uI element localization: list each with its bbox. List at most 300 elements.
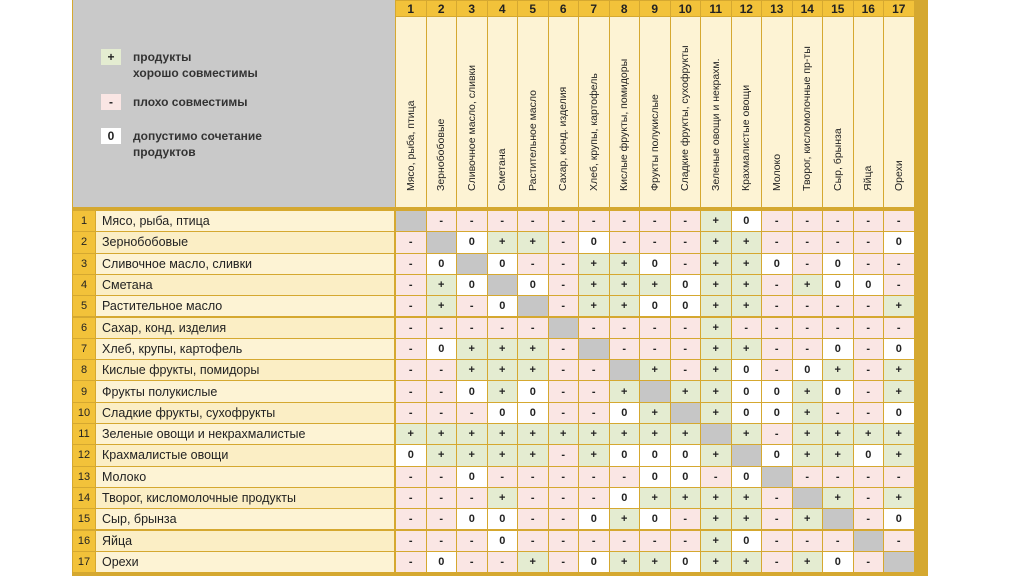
table-cell: - <box>762 339 792 359</box>
row-label: Орехи <box>96 552 394 572</box>
table-cell: - <box>762 318 792 338</box>
table-cell: - <box>823 467 853 487</box>
column-header-text: Растительное масло <box>526 90 539 191</box>
table-cell: - <box>396 381 426 401</box>
row-number: 2 <box>73 232 95 252</box>
row-number: 17 <box>73 552 95 572</box>
table-cell: - <box>793 296 823 316</box>
column-number: 1 <box>396 1 426 16</box>
table-cell: - <box>457 403 487 423</box>
row-number: 4 <box>73 275 95 295</box>
table-cell: - <box>671 509 701 529</box>
column-number: 3 <box>457 1 487 16</box>
row-label: Зернобобовые <box>96 232 394 252</box>
table-cell: + <box>732 552 762 572</box>
table-cell: + <box>579 254 609 274</box>
legend-text-acceptable: допустимо сочетание продуктов <box>133 129 262 159</box>
table-cell: - <box>762 424 792 444</box>
table-cell: 0 <box>884 339 914 359</box>
table-cell: + <box>732 339 762 359</box>
table-cell: 0 <box>488 531 518 551</box>
table-cell: 0 <box>427 254 457 274</box>
table-cell: + <box>671 488 701 508</box>
table-cell: + <box>701 488 731 508</box>
table-cell: - <box>762 296 792 316</box>
table-cell: - <box>854 211 884 231</box>
table-cell <box>671 403 701 423</box>
table-cell: - <box>640 531 670 551</box>
table-cell: + <box>518 445 548 465</box>
table-cell: - <box>549 232 579 252</box>
row-label: Сливочное масло, сливки <box>96 254 394 274</box>
row-label: Творог, кисломолочные продукты <box>96 488 394 508</box>
table-cell: + <box>610 275 640 295</box>
table-cell: 0 <box>640 254 670 274</box>
table-cell: - <box>396 318 426 338</box>
table-cell: + <box>671 381 701 401</box>
table-cell: + <box>518 360 548 380</box>
table-cell: + <box>488 339 518 359</box>
table-cell: - <box>518 509 548 529</box>
table-cell: - <box>579 467 609 487</box>
table-cell: - <box>579 403 609 423</box>
table-cell: + <box>671 424 701 444</box>
table-cell: - <box>762 360 792 380</box>
table-cell: + <box>701 318 731 338</box>
table-cell: 0 <box>823 552 853 572</box>
table-cell: + <box>732 232 762 252</box>
table-cell: + <box>884 445 914 465</box>
table-cell: - <box>793 318 823 338</box>
table-cell: + <box>701 403 731 423</box>
table-cell: 0 <box>518 403 548 423</box>
table-cell: - <box>488 318 518 338</box>
table-cell: 0 <box>854 275 884 295</box>
table-cell: 0 <box>732 467 762 487</box>
column-number: 6 <box>549 1 579 16</box>
row-label: Крахмалистые овощи <box>96 445 394 465</box>
table-cell: - <box>793 254 823 274</box>
table-cell <box>640 381 670 401</box>
row-label: Фрукты полукислые <box>96 381 394 401</box>
table-cell: - <box>854 318 884 338</box>
table-cell: 0 <box>610 488 640 508</box>
table-cell <box>762 467 792 487</box>
table-cell: - <box>427 360 457 380</box>
row-number: 7 <box>73 339 95 359</box>
table-cell: + <box>884 296 914 316</box>
table-cell: - <box>396 254 426 274</box>
table-cell: - <box>854 552 884 572</box>
table-cell: - <box>427 509 457 529</box>
table-cell: + <box>396 424 426 444</box>
table-cell: 0 <box>732 211 762 231</box>
table-cell: 0 <box>518 381 548 401</box>
table-cell <box>732 445 762 465</box>
table-cell: + <box>457 339 487 359</box>
table-cell: + <box>518 552 548 572</box>
table-cell: + <box>701 509 731 529</box>
column-header <box>549 17 579 207</box>
row-label: Зеленые овощи и некрахмалистые <box>96 424 394 444</box>
table-cell: 0 <box>854 445 884 465</box>
table-cell: + <box>457 424 487 444</box>
table-cell: + <box>884 381 914 401</box>
column-number: 12 <box>732 1 762 16</box>
column-header <box>610 17 640 207</box>
table-cell: - <box>884 531 914 551</box>
row-label: Сыр, брынза <box>96 509 394 529</box>
column-header-text: Зеленые овощи и некрахм. <box>709 58 722 191</box>
table-cell: + <box>457 360 487 380</box>
column-header <box>732 17 762 207</box>
table-cell: - <box>854 488 884 508</box>
column-header <box>701 17 731 207</box>
table-cell: + <box>640 275 670 295</box>
table-cell: - <box>427 403 457 423</box>
table-cell: 0 <box>457 275 487 295</box>
table-cell: - <box>427 531 457 551</box>
table-cell: + <box>793 403 823 423</box>
table-cell: - <box>823 211 853 231</box>
table-cell: - <box>640 318 670 338</box>
table-cell: + <box>518 339 548 359</box>
table-cell: 0 <box>762 254 792 274</box>
table-cell: - <box>671 360 701 380</box>
table-cell: - <box>549 339 579 359</box>
table-cell: + <box>640 360 670 380</box>
table-cell: - <box>518 211 548 231</box>
row-label: Сахар, конд. изделия <box>96 318 394 338</box>
table-cell: 0 <box>640 445 670 465</box>
table-cell: - <box>762 488 792 508</box>
column-header-text: Сахар, конд. изделия <box>557 86 570 191</box>
column-header-text: Кислые фрукты, помидоры <box>618 58 631 191</box>
table-cell: 0 <box>762 445 792 465</box>
table-cell: 0 <box>823 381 853 401</box>
table-cell: - <box>671 339 701 359</box>
table-cell: 0 <box>640 467 670 487</box>
table-cell: + <box>854 424 884 444</box>
table-cell: - <box>518 254 548 274</box>
table-cell: + <box>610 509 640 529</box>
column-header-text: Зернобобовые <box>435 118 448 191</box>
table-cell: + <box>488 424 518 444</box>
row-label: Мясо, рыба, птица <box>96 211 394 231</box>
table-cell: - <box>396 488 426 508</box>
table-cell: + <box>793 424 823 444</box>
table-cell: + <box>640 488 670 508</box>
table-cell: - <box>457 552 487 572</box>
column-number: 4 <box>488 1 518 16</box>
table-cell: 0 <box>640 509 670 529</box>
table-cell: 0 <box>732 531 762 551</box>
table-cell: - <box>579 488 609 508</box>
table-cell: + <box>701 445 731 465</box>
column-header <box>518 17 548 207</box>
table-cell: + <box>488 232 518 252</box>
column-number: 13 <box>762 1 792 16</box>
table-cell: - <box>762 552 792 572</box>
table-cell: + <box>427 296 457 316</box>
table-cell: - <box>762 275 792 295</box>
row-label: Кислые фрукты, помидоры <box>96 360 394 380</box>
table-cell: + <box>701 211 731 231</box>
table-cell: + <box>732 254 762 274</box>
table-cell: - <box>457 211 487 231</box>
row-label: Сладкие фрукты, сухофрукты <box>96 403 394 423</box>
table-cell: - <box>549 254 579 274</box>
table-cell: - <box>823 403 853 423</box>
table-cell: + <box>823 445 853 465</box>
row-number: 8 <box>73 360 95 380</box>
table-cell: - <box>427 488 457 508</box>
table-cell <box>884 552 914 572</box>
table-cell: - <box>518 467 548 487</box>
table-cell: + <box>701 552 731 572</box>
table-cell: + <box>793 509 823 529</box>
column-header-text: Орехи <box>892 160 905 191</box>
column-number: 14 <box>793 1 823 16</box>
row-label: Сметана <box>96 275 394 295</box>
row-number: 1 <box>73 211 95 231</box>
column-header <box>823 17 853 207</box>
table-cell <box>427 232 457 252</box>
table-cell: - <box>671 232 701 252</box>
table-cell <box>610 360 640 380</box>
table-cell: - <box>457 318 487 338</box>
column-header-text: Творог, кисломолочные пр-ты <box>801 46 814 191</box>
table-cell: - <box>549 509 579 529</box>
table-cell: + <box>701 296 731 316</box>
table-cell: + <box>488 445 518 465</box>
table-cell: + <box>427 424 457 444</box>
table-cell: - <box>549 275 579 295</box>
table-cell: - <box>549 552 579 572</box>
table-cell: + <box>610 296 640 316</box>
table-cell: 0 <box>671 296 701 316</box>
table-cell: - <box>549 403 579 423</box>
table-cell: + <box>640 403 670 423</box>
table-cell: 0 <box>488 509 518 529</box>
column-header-text: Хлеб, крупы, картофель <box>587 73 600 191</box>
table-cell: 0 <box>671 467 701 487</box>
table-cell: 0 <box>823 254 853 274</box>
table-cell: 0 <box>732 381 762 401</box>
legend-item-bad <box>101 94 247 110</box>
column-header-text: Яйца <box>862 165 875 191</box>
row-number: 12 <box>73 445 95 465</box>
table-cell: + <box>640 552 670 572</box>
table-cell: - <box>396 531 426 551</box>
table-cell: + <box>793 552 823 572</box>
table-cell: 0 <box>427 552 457 572</box>
table-cell: - <box>488 211 518 231</box>
table-cell: 0 <box>579 509 609 529</box>
row-number: 9 <box>73 381 95 401</box>
column-header <box>488 17 518 207</box>
table-cell: - <box>793 232 823 252</box>
column-header-text: Молоко <box>770 153 783 191</box>
column-header <box>762 17 792 207</box>
table-cell: - <box>823 232 853 252</box>
table-cell: + <box>427 275 457 295</box>
table-cell: 0 <box>884 509 914 529</box>
table-cell: - <box>823 531 853 551</box>
table-cell <box>579 339 609 359</box>
table-cell: - <box>854 467 884 487</box>
table-cell: - <box>396 552 426 572</box>
column-header-text: Сыр, брынза <box>831 128 844 191</box>
table-cell: - <box>549 531 579 551</box>
table-cell: - <box>427 381 457 401</box>
table-cell: - <box>610 211 640 231</box>
legend-item-good <box>101 49 258 81</box>
table-cell: 0 <box>884 403 914 423</box>
table-cell: - <box>884 467 914 487</box>
table-cell: - <box>823 296 853 316</box>
table-cell: 0 <box>671 552 701 572</box>
table-cell: - <box>884 275 914 295</box>
table-cell: - <box>579 381 609 401</box>
table-cell: + <box>793 381 823 401</box>
column-header <box>396 17 426 207</box>
table-cell: - <box>396 360 426 380</box>
table-cell <box>793 488 823 508</box>
table-cell: + <box>579 275 609 295</box>
row-number: 6 <box>73 318 95 338</box>
table-cell: - <box>396 275 426 295</box>
table-cell <box>854 531 884 551</box>
table-cell: - <box>396 296 426 316</box>
table-cell: - <box>671 318 701 338</box>
table-cell: - <box>854 509 884 529</box>
legend-text-good: продукты хорошо совместимы <box>133 50 258 80</box>
column-header <box>640 17 670 207</box>
table-cell: - <box>610 232 640 252</box>
column-header-text: Сливочное масло, сливки <box>465 64 478 191</box>
table-cell: - <box>793 467 823 487</box>
table-cell: + <box>488 381 518 401</box>
table-cell: - <box>762 531 792 551</box>
column-number: 2 <box>427 1 457 16</box>
table-cell: 0 <box>518 275 548 295</box>
table-cell: - <box>854 339 884 359</box>
table-cell: 0 <box>488 296 518 316</box>
table-cell: - <box>884 211 914 231</box>
table-cell: - <box>579 318 609 338</box>
table-cell: + <box>488 488 518 508</box>
table-cell: 0 <box>732 360 762 380</box>
table-cell: - <box>457 531 487 551</box>
column-number: 5 <box>518 1 548 16</box>
table-cell: - <box>823 318 853 338</box>
table-cell: - <box>610 531 640 551</box>
table-cell <box>701 424 731 444</box>
table-cell: - <box>671 531 701 551</box>
table-cell: + <box>732 424 762 444</box>
table-cell: - <box>427 211 457 231</box>
column-header <box>671 17 701 207</box>
table-cell: + <box>793 445 823 465</box>
table-cell: + <box>884 424 914 444</box>
table-cell: + <box>732 275 762 295</box>
table-cell: 0 <box>610 403 640 423</box>
table-cell: - <box>640 211 670 231</box>
column-number: 7 <box>579 1 609 16</box>
table-cell: - <box>457 296 487 316</box>
table-cell: 0 <box>488 403 518 423</box>
table-cell: 0 <box>488 254 518 274</box>
table-cell <box>457 254 487 274</box>
table-cell: - <box>396 339 426 359</box>
table-cell <box>396 211 426 231</box>
table-cell: - <box>549 467 579 487</box>
table-cell: - <box>579 531 609 551</box>
table-cell: - <box>518 531 548 551</box>
table-cell: + <box>732 509 762 529</box>
table-cell: - <box>732 318 762 338</box>
column-header-text: Мясо, рыба, птица <box>404 100 417 191</box>
table-cell: + <box>579 445 609 465</box>
table-cell: 0 <box>640 296 670 316</box>
row-label: Хлеб, крупы, картофель <box>96 339 394 359</box>
table-cell: 0 <box>579 232 609 252</box>
table-cell: 0 <box>457 509 487 529</box>
table-cell: + <box>549 424 579 444</box>
table-cell: + <box>701 360 731 380</box>
legend <box>73 0 395 207</box>
table-cell: - <box>671 254 701 274</box>
table-cell: - <box>793 531 823 551</box>
table-cell: + <box>518 232 548 252</box>
table-cell: - <box>854 360 884 380</box>
row-number: 16 <box>73 531 95 551</box>
table-cell: + <box>701 275 731 295</box>
legend-item-acceptable <box>101 128 262 160</box>
table-cell: - <box>518 488 548 508</box>
table-cell: + <box>823 360 853 380</box>
column-header <box>854 17 884 207</box>
row-label: Молоко <box>96 467 394 487</box>
table-cell: + <box>488 360 518 380</box>
row-label: Растительное масло <box>96 296 394 316</box>
column-header <box>427 17 457 207</box>
table-cell: + <box>732 488 762 508</box>
table-cell: 0 <box>457 467 487 487</box>
table-cell: - <box>610 318 640 338</box>
row-label: Яйца <box>96 531 394 551</box>
table-cell: - <box>701 467 731 487</box>
table-cell: 0 <box>671 275 701 295</box>
table-cell: 0 <box>457 232 487 252</box>
column-header-text: Сладкие фрукты, сухофрукты <box>679 45 692 191</box>
row-number: 15 <box>73 509 95 529</box>
table-cell: + <box>701 381 731 401</box>
table-cell: + <box>457 445 487 465</box>
column-number: 17 <box>884 1 914 16</box>
table-cell: - <box>762 509 792 529</box>
table-cell: 0 <box>427 339 457 359</box>
table-cell: 0 <box>823 339 853 359</box>
table-cell: - <box>579 360 609 380</box>
column-number: 15 <box>823 1 853 16</box>
table-cell: + <box>610 254 640 274</box>
column-number: 9 <box>640 1 670 16</box>
column-header-text: Фрукты полукислые <box>648 94 661 191</box>
table-cell: - <box>549 360 579 380</box>
table-cell: - <box>457 488 487 508</box>
